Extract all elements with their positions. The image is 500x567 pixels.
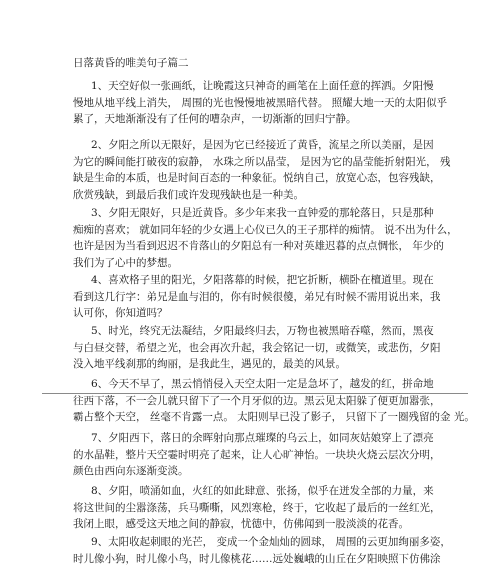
paragraph-7 <box>73 430 433 480</box>
paragraph-line: 与白昼交替，希望之光，也会再次升起，我会铭记一切，或微笑，或悲伤，夕阳 <box>73 340 433 357</box>
paragraph-line: 8、夕阳，喷涌如血，火红的如此肆意、张扬，似乎在迸发全部的力量，来 <box>73 483 433 500</box>
paragraph-line: 1、天空好似一张画纸，让晚霞这只神奇的画笔在上面任意的挥洒。夕阳慢 <box>73 78 433 95</box>
paragraph-line: 颜色由西向东逐渐变淡。 <box>73 463 433 480</box>
paragraph-line: 6、今天不早了，黑云悄悄侵入天空太阳一定是急坏了，越发的红，拼命地 <box>73 376 433 393</box>
paragraph-line: 欣赏残缺，到最后我们或许发现残缺也是一种美。 <box>73 187 433 204</box>
paragraph-8 <box>73 483 433 533</box>
divider-line <box>42 393 468 394</box>
paragraph-line: 9、太阳收起刺眼的光芒， 变成一个金灿灿的圆球， 周围的云更加绚丽多姿， <box>73 534 433 551</box>
paragraph-line: 没入地平线刹那的绚丽，是我此生，遇见的，最美的风景。 <box>73 356 433 373</box>
paragraph-line: 往西下落，不一会儿就只留下了一个月牙似的边。黑云见太阳躲了便更加嚣张， <box>73 393 433 410</box>
paragraph-line: 霸占整个天空， 丝毫不肯露一点。 太阳则早已没了影子， 只留下了一圈残留的金 光。 <box>73 409 433 426</box>
paragraph-line: 痴痴的喜欢； 就如同年轻的少女遇上心仪已久的王子那样的痴情。 说不出为什么， <box>73 222 433 239</box>
paragraph-line: 3、夕阳无限好，只是近黄昏。多少年来我一直钟爱的那轮落日，只是那种 <box>73 205 433 222</box>
paragraph-line: 我闭上眼，感受这天地之间的静寂，忧德中，仿佛闻到一股淡淡的花香。 <box>73 516 433 533</box>
paragraph-line: 时儿像小狗，时儿像小鸟，时儿像桃花……远处巍峨的山丘在夕阳映照下仿佛涂 <box>73 551 433 567</box>
paragraph-line: 认可你，你知道吗？ <box>73 305 433 322</box>
paragraph-line: 2、夕阳之所以无限好，是因为它已经接近了黄昏，流星之所以美丽，是因 <box>73 137 433 154</box>
paragraph-line: 也许是因为当看到迟迟不肯落山的夕阳总有一种对英雄迟暮的点点惆怅， 年少的 <box>73 238 433 255</box>
paragraph-line: 5、时光，终究无法凝结，夕阳最终归去，万物也被黑暗吞噬，然而，黑夜 <box>73 323 433 340</box>
paragraph-line: 4、喜欢格子里的阳光，夕阳落幕的时候，把它折断，横卧在檀道里。现在 <box>73 272 433 289</box>
document-title: 日落黄昏的唯美句子篇二 <box>73 56 189 70</box>
paragraph-3 <box>73 205 433 271</box>
paragraph-1 <box>73 78 433 128</box>
paragraph-line: 我们为了心中的梦想。 <box>73 255 433 272</box>
paragraph-6 <box>73 376 433 426</box>
paragraph-2 <box>73 137 433 203</box>
paragraph-line: 的水晶鞋，整片天空霎时明亮了起来，让人心旷神怡。一块块火烧云层次分明， <box>73 447 433 464</box>
paragraph-line: 7、夕阳西下，落日的余晖射向那点璀璨的乌云上，如同灰姑娘穿上了漂亮 <box>73 430 433 447</box>
paragraph-line: 缺是生命的本质，也是时间百态的一种象征。悦纳自己，放宽心态，包容残缺， <box>73 170 433 187</box>
paragraph-line: 累了，天地渐渐没有了任何的嘈杂声，一切渐渐的回归宁静。 <box>73 111 433 128</box>
paragraph-line: 将这世间的尘嚣涤荡，兵马嘶嘶，风烈寒枪，终于，它收起了最后的一丝红光， <box>73 500 433 517</box>
paragraph-line: 看到这几行字：弟兄是血与泪的，你有时候很傻，弟兄有时候不需用说出来，我 <box>73 289 433 306</box>
paragraph-9 <box>73 534 433 567</box>
paragraph-line: 慢地从地平线上消失， 周围的光也慢慢地被黑暗代替。 照耀大地一天的太阳似乎 <box>73 95 433 112</box>
paragraph-5 <box>73 323 433 373</box>
paragraph-4 <box>73 272 433 322</box>
paragraph-line: 为它的瞬间能打破夜的寂静， 水珠之所以晶莹， 是因为它的晶莹能折射阳光， 残 <box>73 154 433 171</box>
